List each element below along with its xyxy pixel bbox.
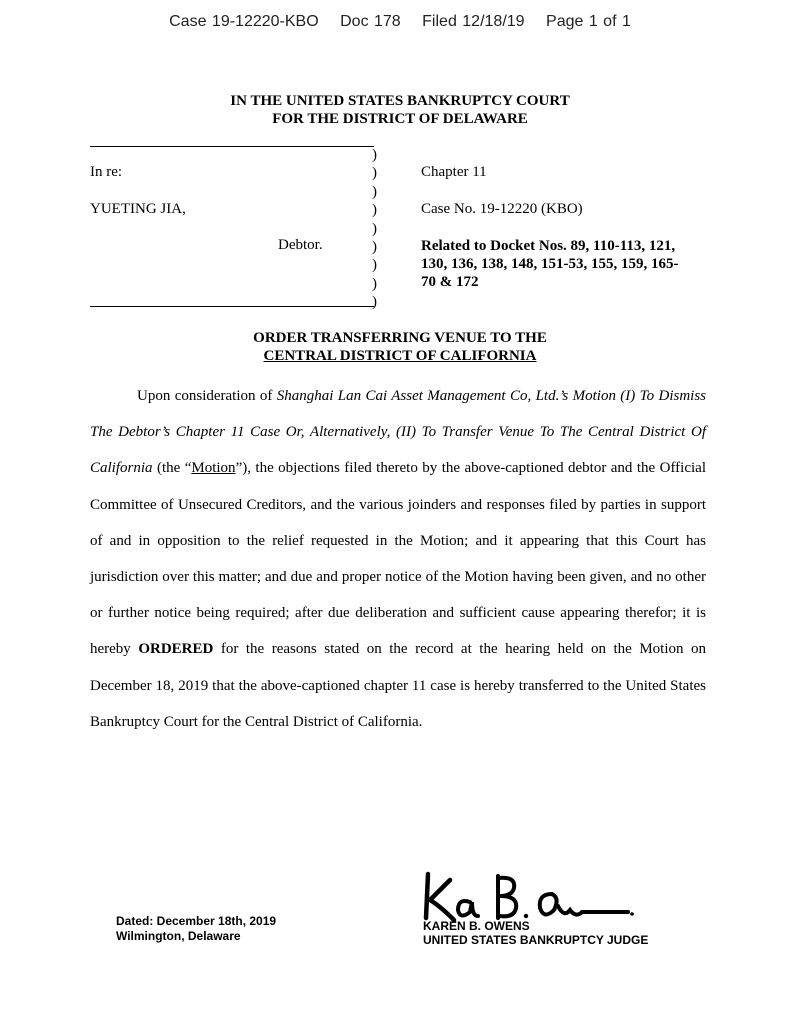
judge-block [423, 919, 648, 947]
case-number: Case No. 19-12220 (KBO) [421, 201, 583, 217]
stamp-case: Case 19-12220-KBO [169, 13, 319, 30]
caption-bottom-rule [90, 306, 374, 307]
paren: ) [372, 257, 377, 274]
court-title [0, 92, 800, 128]
court-title-line1: IN THE UNITED STATES BANKRUPTCY COURT [230, 93, 570, 109]
chapter-label: Chapter 11 [421, 164, 487, 180]
order-title-line1: ORDER TRANSFERRING VENUE TO THE [253, 330, 547, 346]
order-title-line2: CENTRAL DISTRICT OF CALIFORNIA [263, 348, 537, 364]
debtor-name: YUETING JIA, [90, 201, 186, 217]
stamp-doc: Doc 178 [340, 13, 401, 30]
judge-signature [418, 866, 638, 926]
related-dockets-line3: 70 & 172 [421, 274, 479, 290]
paren: ) [372, 275, 377, 292]
caption-parens [372, 146, 377, 312]
judge-name: KAREN B. OWENS [423, 919, 530, 933]
paren: ) [372, 165, 377, 182]
motion-defined-term: Motion [191, 460, 236, 477]
stamp-filed: Filed 12/18/19 [422, 13, 525, 30]
dated-line: Dated: December 18th, 2019 [116, 914, 277, 928]
body-part2: for the reasons stated on the record at the hearing held on the Motion on December 18, 2019 that the above-captioned chapter 11 case is hereby transferred to the United States Bankruptcy Court for the Central District of California. [90, 641, 707, 730]
filing-stamp [0, 13, 800, 31]
paren: ) [372, 220, 377, 237]
debtor-label: Debtor. [278, 237, 323, 253]
place-line: Wilmington, Delaware [116, 929, 241, 943]
paren: ) [372, 239, 377, 256]
order-title [0, 329, 800, 365]
caption-top-rule [90, 146, 374, 147]
paren: ) [372, 147, 377, 163]
stamp-page: Page 1 of 1 [546, 13, 631, 30]
related-dockets-line2: 130, 136, 138, 148, 151-53, 155, 159, 165- [421, 256, 679, 272]
order-body [90, 378, 706, 740]
ordered-term: ORDERED [138, 641, 214, 658]
body-paren-open: (the “ [152, 460, 192, 477]
in-re-label: In re: [90, 164, 123, 180]
court-title-line2: FOR THE DISTRICT OF DELAWARE [272, 111, 528, 127]
motion-title: Shanghai Lan Cai Asset Management Co, Ltd.’s Motion (I) To Dismiss The Debtor’s Chapter 11 Case Or, Alternatively, (II) To Transfer Venue To The Central District Of California [90, 388, 707, 477]
paren: ) [372, 183, 377, 200]
related-dockets-line1: Related to Docket Nos. 89, 110-113, 121, [421, 238, 676, 254]
related-dockets [421, 237, 721, 291]
body-intro: Upon consideration of [137, 388, 277, 404]
paren: ) [372, 294, 377, 311]
dated-block [116, 914, 276, 944]
judge-title: UNITED STATES BANKRUPTCY JUDGE [423, 933, 649, 947]
paren: ) [372, 202, 377, 219]
body-part1: ”), the objections filed thereto by the above-captioned debtor and the Official Committee of Unsecured Creditors, and the various joinders and responses filed by parties in support of and in opposition to the relief requested in the Motion; and it appearing that this Court has jurisdiction over this matter; and due and proper notice of the Motion having been given, and no other or further notice being required; after due deliberation and sufficient cause appearing therefor; it is hereby [90, 460, 706, 658]
